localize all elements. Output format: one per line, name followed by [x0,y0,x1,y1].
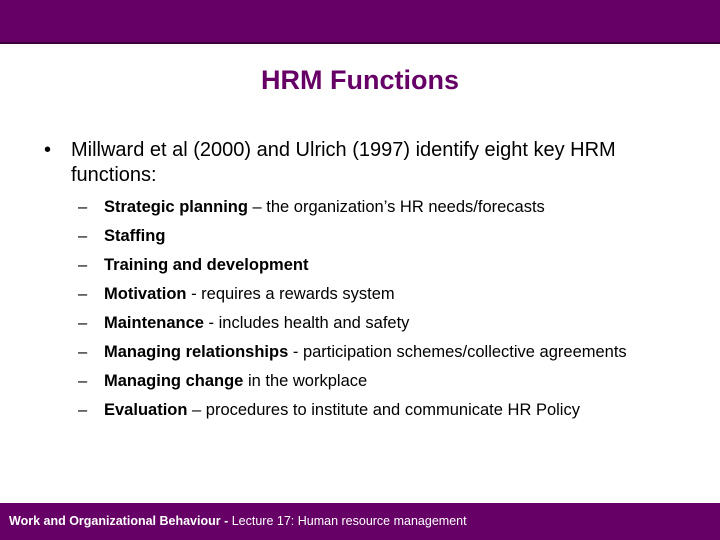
dash-marker: – [78,401,88,419]
list-item [44,399,684,422]
function-term: Training and development [104,256,309,274]
dash-marker: – [78,256,88,274]
hrm-functions-list [44,196,684,422]
dash-marker: – [78,285,88,303]
list-item [44,312,684,335]
function-term: Strategic planning [104,198,248,216]
slide-content [44,138,684,428]
dash-marker: – [78,314,88,332]
function-detail: - requires a rewards system [186,285,395,303]
function-term: Evaluation [104,401,188,419]
slide-title: HRM Functions [261,65,459,95]
list-item [44,283,684,306]
dash-marker: – [78,372,88,390]
bullet-text: Millward et al (2000) and Ulrich (1997) identify eight key HRM functions: [71,139,616,186]
list-item [44,370,684,393]
main-bullet [44,138,684,188]
function-detail: – procedures to institute and communicate HR Policy [187,401,580,419]
list-item [44,254,684,277]
function-term: Managing change [104,372,244,390]
function-detail: – the organization’s HR needs/forecasts [247,198,545,216]
bullet-marker: • [44,139,52,161]
footer-lecture-title: Lecture 17: Human resource management [231,514,467,528]
function-detail: - participation schemes/collective agreements [288,343,627,361]
function-term: Managing relationships [104,343,289,361]
function-term: Maintenance [104,314,204,332]
function-term: Motivation [104,285,187,303]
function-detail: - includes health and safety [203,314,410,332]
function-term: Staffing [104,227,166,245]
dash-marker: – [78,343,88,361]
dash-marker: – [78,227,88,245]
list-item [44,196,684,219]
function-detail: in the workplace [243,372,368,390]
footer-bar [0,503,720,540]
list-item [44,341,684,364]
footer-course-title: Work and Organizational Behaviour - [9,514,232,528]
list-item [44,225,684,248]
top-banner [0,0,720,44]
dash-marker: – [78,198,88,216]
